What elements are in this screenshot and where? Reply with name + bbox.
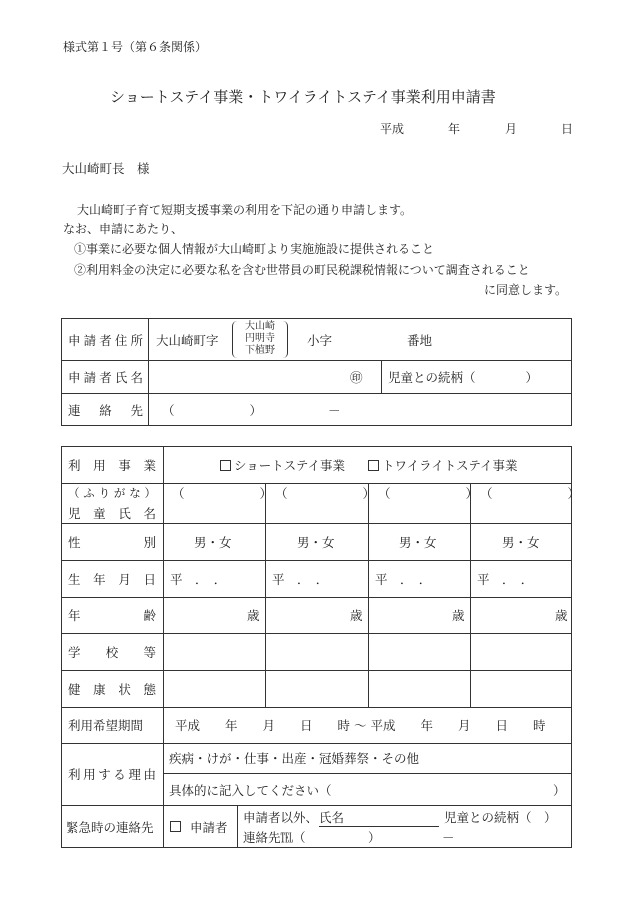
consent-text: に同意します。 bbox=[484, 283, 568, 297]
area-option-3: 下植野 bbox=[245, 345, 275, 356]
label-char: 業 bbox=[143, 458, 156, 473]
body-line2: なお、申請にあたり、 bbox=[63, 222, 184, 236]
address-prefix: 大山崎町字 bbox=[156, 332, 219, 348]
label-char: 絡 bbox=[99, 402, 112, 418]
reason-detail-label[interactable]: 具体的に記入してください（ bbox=[169, 782, 332, 798]
date-era: 平成 bbox=[380, 122, 405, 136]
contact-dash: － bbox=[328, 402, 341, 418]
label-char: 由 bbox=[143, 767, 156, 782]
seal-mark: ㊞ bbox=[350, 369, 363, 385]
dob-field-4[interactable]: 平 ． ． bbox=[477, 571, 534, 587]
gender-field-2[interactable]: 男・女 bbox=[297, 534, 335, 550]
reason-detail-close: ） bbox=[553, 782, 566, 798]
label-char: 康 bbox=[93, 681, 106, 697]
furigana-field-3[interactable]: （ ） bbox=[378, 486, 479, 501]
checkbox-icon bbox=[220, 460, 231, 471]
label-char: 童 bbox=[93, 505, 106, 521]
business-label bbox=[68, 447, 156, 483]
emergency-applicant-checkbox[interactable] bbox=[170, 805, 228, 848]
label-char: 氏 bbox=[114, 369, 128, 385]
emergency-applicant-label: 申請者 bbox=[190, 819, 228, 835]
short-stay-label: ショートステイ事業 bbox=[234, 458, 346, 473]
gender-label bbox=[68, 523, 156, 560]
furigana-label bbox=[68, 485, 156, 501]
area-option-2: 円明寺 bbox=[245, 333, 275, 344]
label-char: な bbox=[129, 486, 141, 500]
twilight-stay-checkbox[interactable] bbox=[368, 447, 518, 483]
label-char: 名 bbox=[130, 369, 143, 385]
label-char: 利 bbox=[68, 767, 81, 782]
label-char: す bbox=[98, 767, 111, 782]
short-stay-checkbox[interactable] bbox=[220, 447, 345, 483]
gender-field-4[interactable]: 男・女 bbox=[502, 534, 540, 550]
school-label bbox=[68, 633, 156, 670]
label-char: 健 bbox=[68, 681, 81, 697]
health-label bbox=[68, 670, 156, 707]
koaza-label: 小字 bbox=[307, 332, 333, 348]
child-name-label bbox=[68, 504, 156, 521]
emergency-relation-field[interactable]: 児童との続柄（ ） bbox=[444, 810, 557, 825]
form-title: ショートステイ事業・トワイライトステイ事業利用申請書 bbox=[110, 88, 496, 106]
label-char: 児 bbox=[68, 505, 81, 521]
contact-label bbox=[68, 393, 143, 426]
label-char: 性 bbox=[68, 534, 81, 550]
label-char: 年 bbox=[93, 571, 106, 587]
banchi-label: 番地 bbox=[407, 332, 433, 348]
emergency-name-field[interactable] bbox=[319, 807, 439, 827]
label-char: 校 bbox=[105, 644, 119, 660]
label-char: り bbox=[98, 486, 111, 500]
label-char: 用 bbox=[93, 458, 106, 473]
gender-field-3[interactable]: 男・女 bbox=[399, 534, 437, 550]
label-char: 請 bbox=[83, 369, 97, 385]
label-char: 申 bbox=[68, 369, 81, 385]
reason-label bbox=[68, 743, 156, 805]
age-unit-2: 歳 bbox=[350, 608, 363, 623]
area-option-1: 大山崎 bbox=[245, 321, 275, 332]
reason-options[interactable]: 疾病・けが・仕事・出産・冠婚葬祭・その他 bbox=[169, 751, 420, 766]
emergency-tel-field[interactable]: 連絡先℡（ ） bbox=[243, 830, 381, 845]
date-month: 月 bbox=[505, 122, 518, 136]
emergency-other-label: 申請者以外、 bbox=[243, 810, 319, 825]
age-unit-1: 歳 bbox=[247, 608, 260, 623]
emergency-tel-dash: － bbox=[442, 830, 455, 845]
age-unit-4: 歳 bbox=[555, 608, 568, 623]
label-char: る bbox=[113, 767, 126, 782]
label-char: 学 bbox=[68, 644, 81, 660]
furigana-field-4[interactable]: （ ） bbox=[480, 486, 581, 501]
emergency-name-label: 氏名 bbox=[319, 808, 439, 827]
label-char: 者 bbox=[99, 332, 112, 348]
addressee: 大山崎町長 様 bbox=[62, 161, 150, 176]
label-char: 申 bbox=[68, 332, 81, 348]
label-char: 連 bbox=[68, 402, 81, 418]
date-day: 日 bbox=[561, 122, 574, 136]
label-char: 別 bbox=[143, 534, 156, 550]
consent-item-1: ①事業に必要な個人情報が大山崎町より実施施設に提供されること bbox=[74, 242, 435, 256]
dob-field-2[interactable]: 平 ． ． bbox=[272, 571, 329, 587]
checkbox-icon bbox=[170, 821, 181, 832]
name-label bbox=[68, 360, 143, 393]
label-char: 等 bbox=[143, 644, 156, 660]
label-char: ふ bbox=[83, 486, 95, 500]
date-year: 年 bbox=[448, 122, 461, 136]
label-char: 状 bbox=[118, 681, 131, 697]
area-options bbox=[232, 321, 288, 358]
label-char: 理 bbox=[128, 767, 141, 782]
age-label bbox=[68, 597, 156, 633]
label-char: 所 bbox=[130, 332, 143, 348]
body-line1: 大山崎町子育て短期支援事業の利用を下記の通り申請します。 bbox=[77, 203, 413, 217]
dob-label bbox=[68, 560, 156, 597]
label-char: 先 bbox=[130, 402, 143, 418]
form-number: 様式第１号（第６条関係） bbox=[63, 40, 208, 54]
period-label: 利用希望期間 bbox=[68, 718, 144, 733]
dob-field-1[interactable]: 平 ． ． bbox=[170, 571, 227, 587]
label-char: 月 bbox=[118, 571, 131, 587]
label-char: 用 bbox=[83, 767, 96, 782]
emergency-label: 緊急時の連絡先 bbox=[66, 819, 154, 835]
label-char: 請 bbox=[83, 332, 97, 348]
furigana-field-1[interactable]: （ ） bbox=[172, 486, 273, 501]
checkbox-icon bbox=[368, 460, 379, 471]
label-char: 住 bbox=[114, 332, 128, 348]
contact-area-code[interactable]: （ ） bbox=[162, 402, 263, 418]
label-char: 日 bbox=[143, 571, 156, 587]
label-char: が bbox=[113, 486, 126, 500]
label-char: （ bbox=[68, 486, 80, 500]
consent-item-2: ②利用料金の決定に必要な私を含む世帯員の町民税課税情報について調査されること bbox=[74, 263, 530, 277]
label-char: 名 bbox=[143, 505, 156, 521]
label-char: 氏 bbox=[118, 505, 131, 521]
label-char: 態 bbox=[143, 681, 156, 697]
usage-table bbox=[61, 446, 581, 848]
address-label bbox=[68, 319, 143, 360]
age-unit-3: 歳 bbox=[452, 608, 465, 623]
dob-field-3[interactable]: 平 ． ． bbox=[375, 571, 432, 587]
twilight-stay-label: トワイライトステイ事業 bbox=[382, 458, 518, 473]
label-char: ） bbox=[144, 486, 156, 500]
period-field[interactable]: 平成 年 月 日 時 ～ 平成 年 月 日 時 bbox=[175, 718, 546, 733]
label-char: 事 bbox=[118, 458, 131, 473]
gender-field-1[interactable]: 男・女 bbox=[194, 534, 232, 550]
applicant-table bbox=[61, 318, 572, 426]
label-char: 齢 bbox=[143, 608, 156, 623]
label-char: 年 bbox=[68, 608, 81, 623]
furigana-field-2[interactable]: （ ） bbox=[275, 486, 376, 501]
label-char: 者 bbox=[99, 369, 112, 385]
label-char: 生 bbox=[68, 571, 81, 587]
label-char: 利 bbox=[68, 458, 81, 473]
relation-field[interactable]: 児童との続柄（ ） bbox=[388, 369, 539, 385]
